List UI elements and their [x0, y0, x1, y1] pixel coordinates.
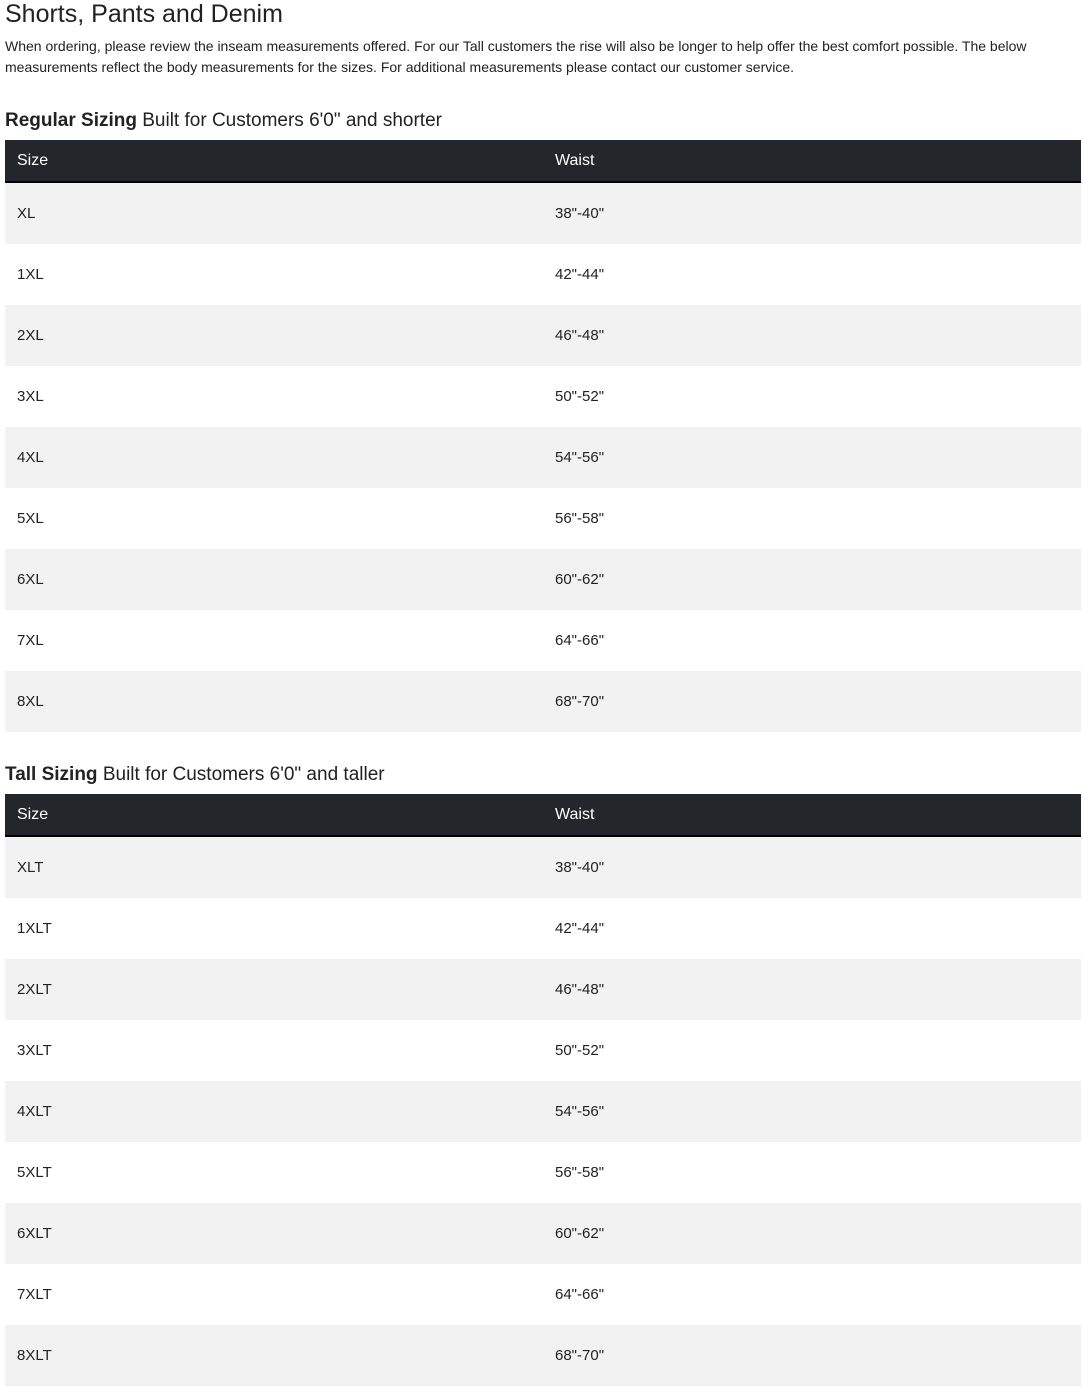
table-row: [5, 366, 1081, 427]
waist-cell: 42"-44": [543, 244, 1081, 305]
table-row: [5, 898, 1081, 959]
size-guide-page: [5, 0, 1081, 1386]
tall-sizing-label: Tall Sizing: [5, 764, 98, 785]
size-cell: 7XL: [5, 610, 543, 671]
size-cell: 7XLT: [5, 1264, 543, 1325]
regular-sizing-heading: [5, 109, 1081, 133]
waist-cell: 60"-62": [543, 1203, 1081, 1264]
column-header-size: Size: [5, 794, 543, 836]
waist-cell: 54"-56": [543, 427, 1081, 488]
size-cell: 5XL: [5, 488, 543, 549]
table-row: [5, 1264, 1081, 1325]
table-row: [5, 836, 1081, 898]
column-header-waist: Waist: [543, 140, 1081, 182]
size-cell: 2XLT: [5, 959, 543, 1020]
size-cell: 8XL: [5, 671, 543, 732]
tall-size-table: [5, 794, 1081, 1386]
table-header-row: [5, 140, 1081, 182]
column-header-size: Size: [5, 140, 543, 182]
waist-cell: 42"-44": [543, 898, 1081, 959]
table-row: [5, 244, 1081, 305]
table-row: [5, 182, 1081, 244]
table-row: [5, 305, 1081, 366]
table-row: [5, 1325, 1081, 1386]
table-row: [5, 1142, 1081, 1203]
size-cell: 3XLT: [5, 1020, 543, 1081]
table-row: [5, 959, 1081, 1020]
waist-cell: 68"-70": [543, 671, 1081, 732]
tall-sizing-description: Built for Customers 6'0" and taller: [97, 764, 385, 785]
size-cell: 5XLT: [5, 1142, 543, 1203]
waist-cell: 64"-66": [543, 1264, 1081, 1325]
size-cell: 1XL: [5, 244, 543, 305]
regular-sizing-description: Built for Customers 6'0" and shorter: [136, 110, 442, 131]
waist-cell: 50"-52": [543, 366, 1081, 427]
table-row: [5, 610, 1081, 671]
size-cell: 6XLT: [5, 1203, 543, 1264]
waist-cell: 60"-62": [543, 549, 1081, 610]
size-cell: 6XL: [5, 549, 543, 610]
size-cell: 4XL: [5, 427, 543, 488]
size-cell: 2XL: [5, 305, 543, 366]
table-row: [5, 1020, 1081, 1081]
waist-cell: 54"-56": [543, 1081, 1081, 1142]
intro-text: When ordering, please review the inseam measurements offered. For our Tall customers the rise will also be longer to help offer the best comfort possible. The below measurements reflect the body measurements for the sizes. For additional measurements please contact our customer service.: [5, 38, 1027, 75]
waist-cell: 50"-52": [543, 1020, 1081, 1081]
regular-sizing-label: Regular Sizing: [5, 110, 137, 131]
waist-cell: 68"-70": [543, 1325, 1081, 1386]
waist-cell: 38"-40": [543, 182, 1081, 244]
size-cell: 1XLT: [5, 898, 543, 959]
waist-cell: 46"-48": [543, 305, 1081, 366]
size-cell: XLT: [5, 836, 543, 898]
table-row: [5, 1203, 1081, 1264]
tall-table-body: [5, 836, 1081, 1386]
table-header-row: [5, 794, 1081, 836]
size-cell: XL: [5, 182, 543, 244]
size-cell: 4XLT: [5, 1081, 543, 1142]
table-row: [5, 488, 1081, 549]
waist-cell: 38"-40": [543, 836, 1081, 898]
table-row: [5, 427, 1081, 488]
waist-cell: 56"-58": [543, 1142, 1081, 1203]
table-row: [5, 671, 1081, 732]
waist-cell: 64"-66": [543, 610, 1081, 671]
regular-size-table: [5, 140, 1081, 732]
regular-table-body: [5, 182, 1081, 732]
page-title: Shorts, Pants and Denim: [5, 0, 283, 28]
size-cell: 3XL: [5, 366, 543, 427]
waist-cell: 56"-58": [543, 488, 1081, 549]
table-row: [5, 549, 1081, 610]
table-row: [5, 1081, 1081, 1142]
waist-cell: 46"-48": [543, 959, 1081, 1020]
size-cell: 8XLT: [5, 1325, 543, 1386]
column-header-waist: Waist: [543, 794, 1081, 836]
tall-sizing-heading: [5, 763, 1081, 787]
